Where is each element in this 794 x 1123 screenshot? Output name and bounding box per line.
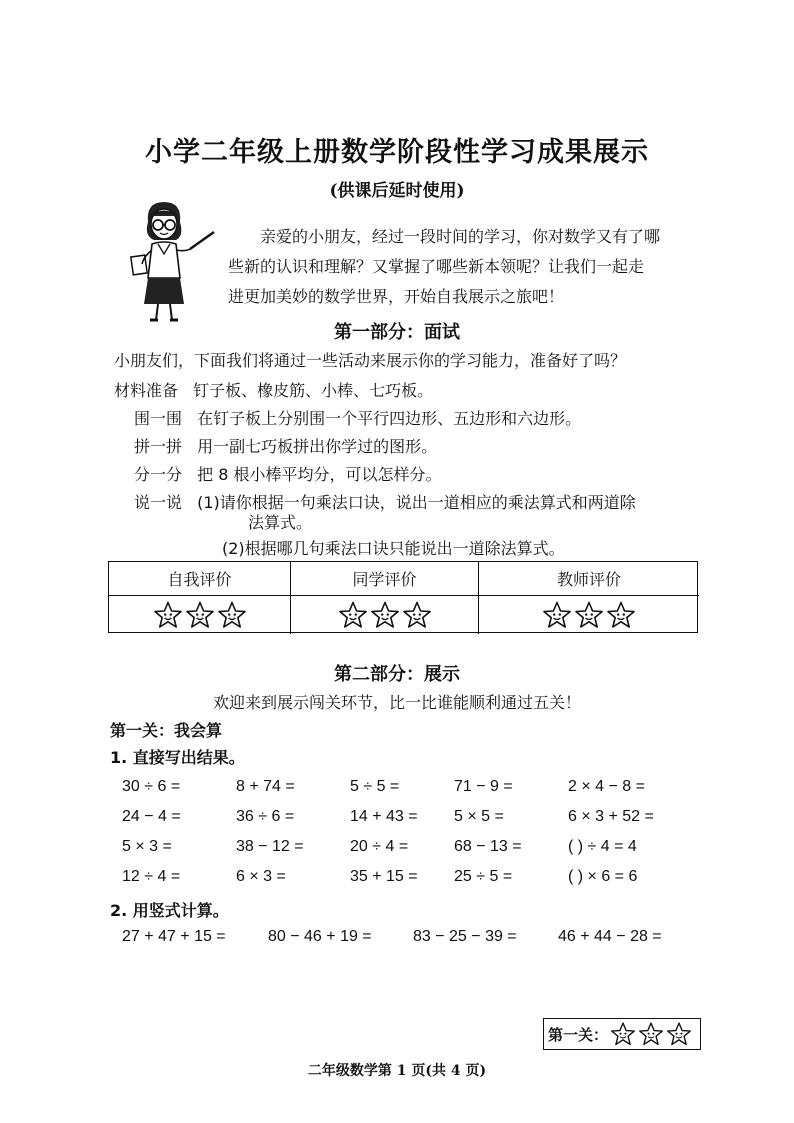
speak-row <box>134 490 636 513</box>
eval-stars-peer <box>291 596 479 634</box>
task-label: 围一围 <box>134 409 183 428</box>
q1-item: 8 + 74 = <box>236 778 295 795</box>
q1-blank-item[interactable]: ( ) ÷ 4 = 4 <box>568 838 637 855</box>
page-footer: 二年级数学第 1 页(共 4 页) <box>307 1063 487 1079</box>
teacher-illustration-icon <box>118 196 218 324</box>
stamp-label: 第一关： <box>548 1025 609 1044</box>
intro-paragraph <box>228 222 718 312</box>
task-text: 把 8 根小棒平均分，可以怎样分。 <box>197 465 442 484</box>
star-icon[interactable] <box>153 601 183 629</box>
part1-lead: 小朋友们，下面我们将通过一些活动来展示你的学习能力，准备好了吗？ <box>114 351 627 370</box>
page-title: 小学二年级上册数学阶段性学习成果展示 <box>145 137 649 168</box>
speak-item-2: (2)根据哪几句乘法口诀只能说出一道除法算式。 <box>222 539 565 558</box>
star-icon[interactable] <box>370 601 400 629</box>
q1-item: 71 − 9 = <box>454 778 513 795</box>
q2-item: 83 − 25 − 39 = <box>413 928 517 945</box>
materials-row <box>114 378 433 401</box>
intro-line: 进更加美妙的数学世界，开始自我展示之旅吧！ <box>228 287 565 306</box>
speak-item-1-cont: 法算式。 <box>248 513 313 532</box>
q1-title: 1. 直接写出结果。 <box>110 748 245 767</box>
task-label: 拼一拼 <box>134 437 183 456</box>
materials-text: 钉子板、橡皮筋、小棒、七巧板。 <box>193 381 434 400</box>
task-text: 在钉子板上分别围一个平行四边形、五边形和六边形。 <box>197 409 582 428</box>
q1-item: 5 × 3 = <box>122 838 172 855</box>
task-row <box>134 434 437 457</box>
q1-item: 20 ÷ 4 = <box>350 838 409 855</box>
q1-item: 25 ÷ 5 = <box>454 868 513 885</box>
star-icon[interactable] <box>542 601 572 629</box>
part1-title: 第一部分：面试 <box>334 322 460 343</box>
q1-item: 36 ÷ 6 = <box>236 808 295 825</box>
level1-stamp <box>543 1018 701 1050</box>
q1-item: 30 ÷ 6 = <box>122 778 181 795</box>
q1-item: 6 × 3 = <box>236 868 286 885</box>
star-icon[interactable] <box>217 601 247 629</box>
level1-title: 第一关：我会算 <box>110 721 223 740</box>
eval-stars-teacher <box>479 596 699 634</box>
task-label: 分一分 <box>134 465 183 484</box>
eval-header-self: 自我评价 <box>109 562 291 596</box>
q2-item: 80 − 46 + 19 = <box>268 928 372 945</box>
eval-header-peer: 同学评价 <box>291 562 479 596</box>
q1-item: 12 ÷ 4 = <box>122 868 181 885</box>
q1-item: 35 + 15 = <box>350 868 418 885</box>
q2-title: 2. 用竖式计算。 <box>110 901 229 920</box>
eval-stars-self <box>109 596 291 634</box>
q1-item: 6 × 3 + 52 = <box>568 808 654 825</box>
part2-title: 第二部分：展示 <box>334 664 460 685</box>
q1-blank-item[interactable]: ( ) × 6 = 6 <box>568 868 638 885</box>
intro-line: 些新的认识和理解？又掌握了哪些新本领呢？让我们一起走 <box>228 257 645 276</box>
task-text: 用一副七巧板拼出你学过的图形。 <box>197 437 438 456</box>
q1-item: 5 ÷ 5 = <box>350 778 400 795</box>
q2-item: 27 + 47 + 15 = <box>122 928 226 945</box>
q1-item: 2 × 4 − 8 = <box>568 778 645 795</box>
q1-item: 24 − 4 = <box>122 808 181 825</box>
star-icon[interactable] <box>610 1021 636 1047</box>
q1-item: 14 + 43 = <box>350 808 418 825</box>
part2-welcome: 欢迎来到展示闯关环节，比一比谁能顺利通过五关！ <box>212 693 581 712</box>
task-row <box>134 406 581 429</box>
star-icon[interactable] <box>185 601 215 629</box>
star-icon[interactable] <box>574 601 604 629</box>
materials-label: 材料准备 <box>114 381 179 400</box>
task-row <box>134 462 441 485</box>
q1-item: 68 − 13 = <box>454 838 522 855</box>
intro-line: 亲爱的小朋友，经过一段时间的学习，你对数学又有了哪 <box>260 227 661 246</box>
evaluation-table <box>108 561 698 633</box>
eval-header-teacher: 教师评价 <box>479 562 699 596</box>
q1-item: 5 × 5 = <box>454 808 504 825</box>
star-icon[interactable] <box>638 1021 664 1047</box>
star-icon[interactable] <box>338 601 368 629</box>
speak-label: 说一说 <box>134 493 183 512</box>
speak-item-1: (1)请你根据一句乘法口诀，说出一道相应的乘法算式和两道除 <box>197 493 636 512</box>
q2-item: 46 + 44 − 28 = <box>558 928 662 945</box>
star-icon[interactable] <box>606 601 636 629</box>
star-icon[interactable] <box>666 1021 692 1047</box>
star-icon[interactable] <box>402 601 432 629</box>
q1-item: 38 − 12 = <box>236 838 304 855</box>
page-subtitle: (供课后延时使用) <box>329 181 465 201</box>
